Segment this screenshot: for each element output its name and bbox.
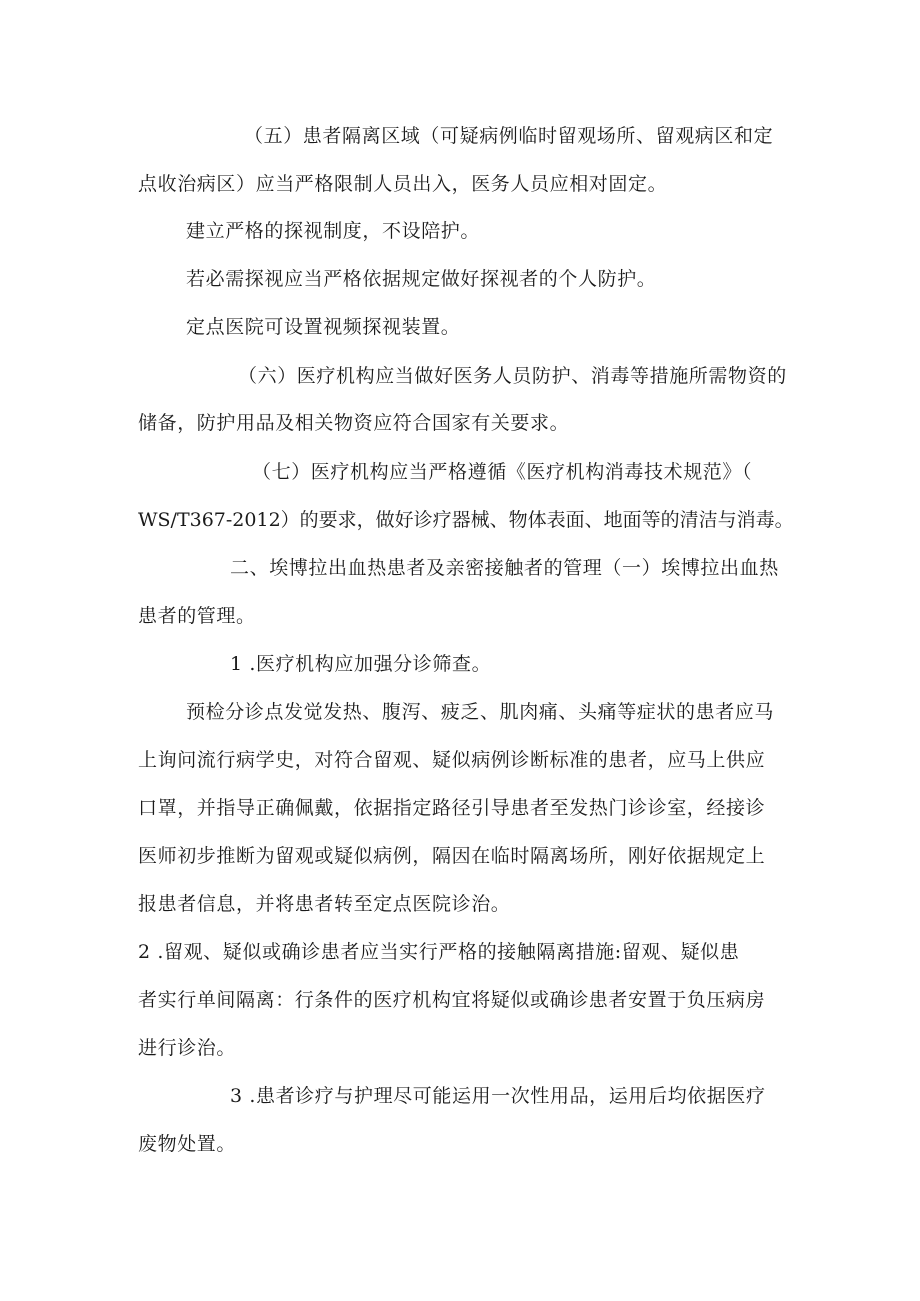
- text-line: 医师初步推断为留观或疑似病例，隔因在临时隔离场所，刚好依据规定上: [138, 845, 766, 867]
- text-line: （六）医疗机构应当做好医务人员防护、消毒等措施所需物资的: [238, 365, 787, 387]
- text-line: 报患者信息，并将患者转至定点医院诊治。: [138, 893, 511, 915]
- text-line: 1 .医疗机构应加强分诊筛查。: [230, 653, 492, 675]
- text-line: （七）医疗机构应当严格遵循《医疗机构消毒技术规范》（: [252, 461, 753, 483]
- text-line: 若必需探视应当严格依据规定做好探视者的个人防护。: [186, 268, 657, 290]
- text-line: （五）患者隔离区域（可疑病例临时留观场所、留观病区和定: [244, 125, 774, 147]
- text-line: 者实行单间隔离：行条件的医疗机构宜将疑似或确诊患者安置于负压病房: [138, 989, 766, 1011]
- text-line: 3 .患者诊疗与护理尽可能运用一次性用品，运用后均依据医疗: [230, 1085, 766, 1107]
- text-line: 上询问流行病学史，对符合留观、疑似病例诊断标准的患者，应马上供应: [138, 749, 766, 771]
- text-line: 口罩，并指导正确佩戴，依据指定路径引导患者至发热门诊诊室，经接诊: [138, 797, 766, 819]
- text-line: 点收治病区）应当严格限制人员出入，医务人员应相对固定。: [138, 173, 668, 195]
- text-line: 定点医院可设置视频探视装置。: [186, 316, 461, 338]
- text-line: 进行诊治。: [138, 1037, 237, 1059]
- text-line: 预检分诊点发觉发热、腹泻、疲乏、肌肉痛、头痛等症状的患者应马: [186, 701, 775, 723]
- text-line: 建立严格的探视制度，不设陪护。: [186, 220, 481, 242]
- text-line: WS/T367-2012）的要求，做好诊疗器械、物体表面、地面等的清洁与消毒。: [138, 509, 794, 531]
- text-line: 废物处置。: [138, 1133, 237, 1155]
- text-line: 储备，防护用品及相关物资应符合国家有关要求。: [138, 412, 570, 434]
- text-line: 二、埃博拉出血热患者及亲密接触者的管理（一）埃博拉出血热: [230, 557, 779, 579]
- text-line: 患者的管理。: [138, 605, 256, 627]
- text-line: 2 .留观、疑似或确诊患者应当实行严格的接触隔离措施:留观、疑似患: [138, 941, 740, 963]
